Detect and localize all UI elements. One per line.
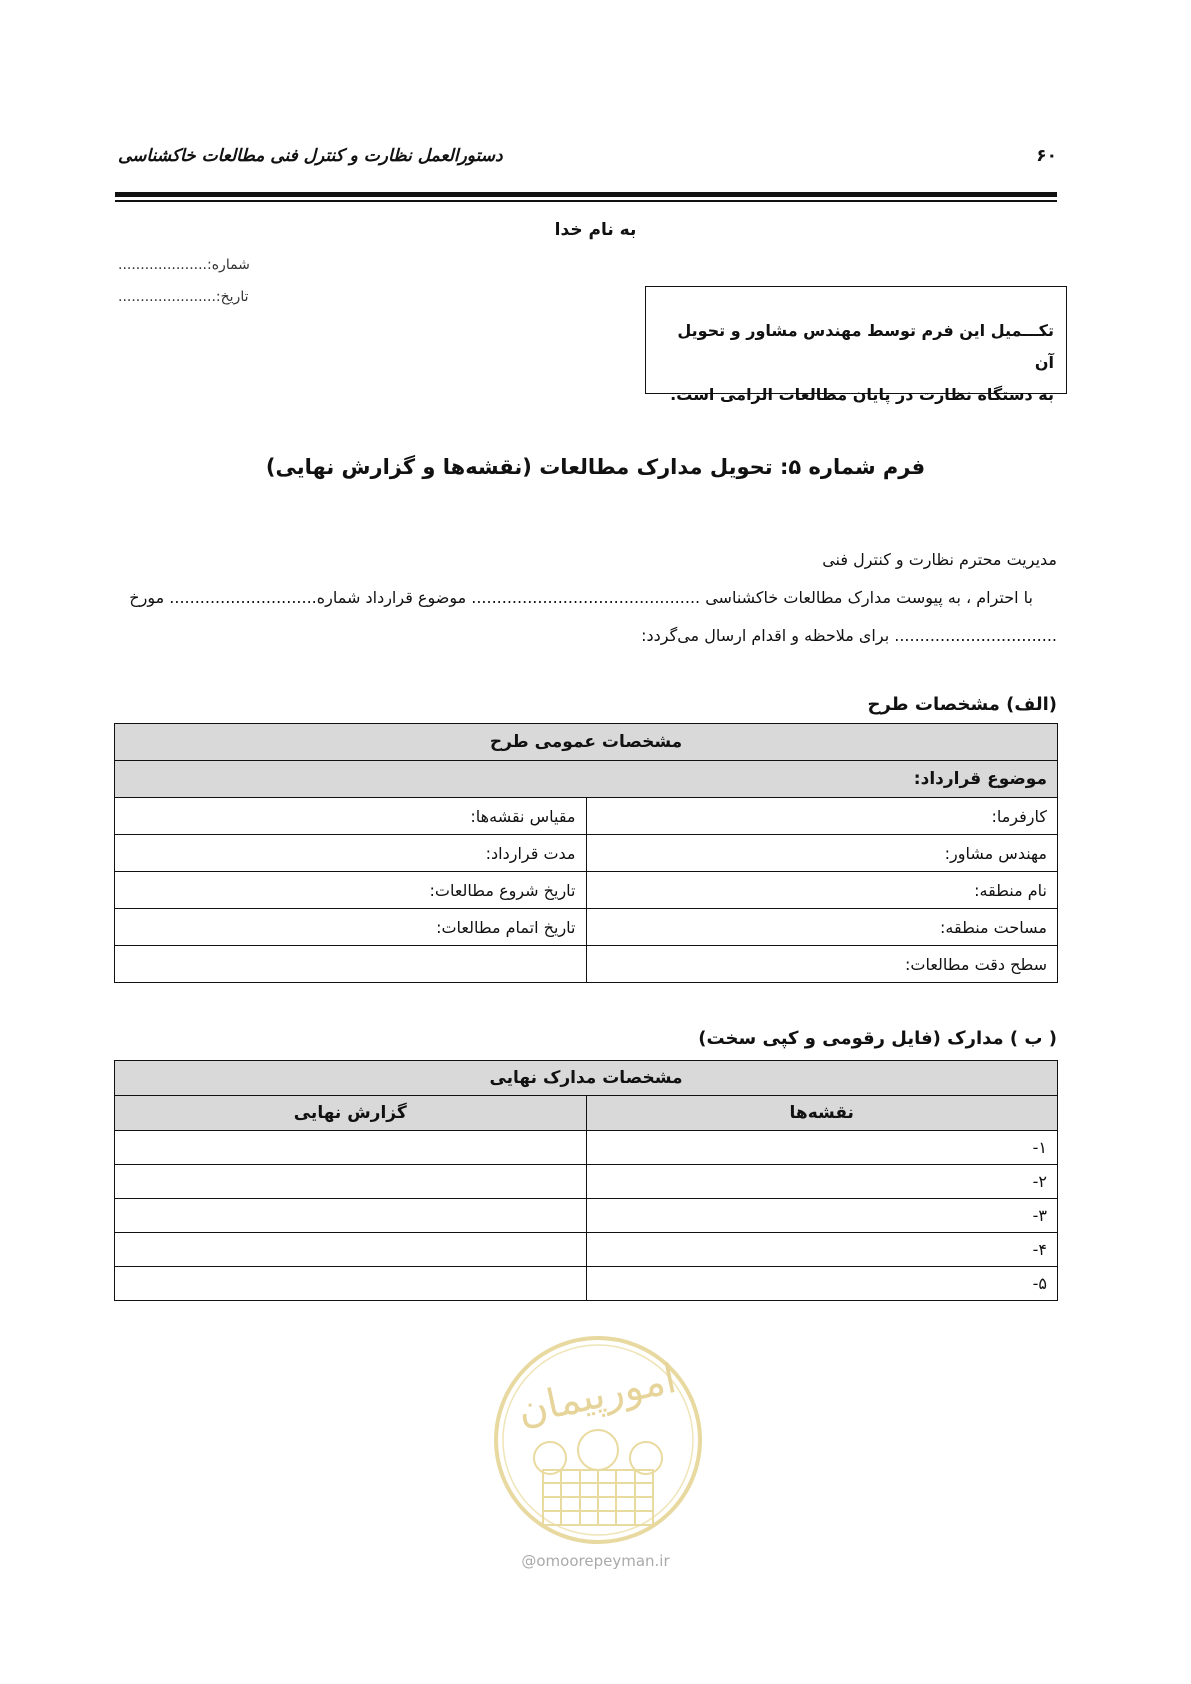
date-field: تاریخ:...................... <box>118 289 249 305</box>
notice-line-1: تکـــمیل این فرم توسط مهندس مشاور و تحویل آن <box>677 321 1054 372</box>
table-cell: نام منطقه: <box>586 872 1058 909</box>
row-number: ۳- <box>586 1199 1058 1233</box>
table-cell: کارفرما: <box>586 798 1058 835</box>
header-rule-thin <box>115 200 1057 202</box>
table-row <box>115 1267 1058 1301</box>
final-documents-table <box>114 1060 1058 1301</box>
table-row <box>115 1131 1058 1165</box>
contract-subject-cell: موضوع قرارداد: <box>115 761 1058 798</box>
table-cell: مساحت منطقه: <box>586 909 1058 946</box>
table-cell <box>115 1131 587 1165</box>
letter-line-2: ................................ برای ملاحظه و اقدام ارسال می‌گردد: <box>641 626 1057 645</box>
project-spec-table <box>114 723 1058 983</box>
table-cell: تاریخ شروع مطالعات: <box>115 872 587 909</box>
row-number: ۴- <box>586 1233 1058 1267</box>
letter-salutation: مدیریت محترم نظارت و کنترل فنی <box>822 550 1057 569</box>
table-cell <box>115 946 587 983</box>
page-number: ۶۰ <box>1036 146 1057 166</box>
table-row <box>115 1199 1058 1233</box>
section-b-title: ( ب ) مدارک (فایل رقومی و کپی سخت) <box>698 1028 1057 1049</box>
table-header: مشخصات مدارک نهایی <box>115 1061 1058 1096</box>
table-cell: مقیاس نقشه‌ها: <box>115 798 587 835</box>
row-number: ۵- <box>586 1267 1058 1301</box>
table-row <box>115 1233 1058 1267</box>
table-row <box>115 1165 1058 1199</box>
table-cell <box>115 1199 587 1233</box>
running-header-title: دستورالعمل نظارت و کنترل فنی مطالعات خاکشناسی <box>118 146 503 166</box>
column-header-report: گزارش نهایی <box>115 1096 587 1131</box>
table-row <box>115 835 1058 872</box>
section-a-title: (الف) مشخصات طرح <box>867 694 1057 715</box>
table-row <box>115 909 1058 946</box>
table-row <box>115 798 1058 835</box>
table-cell: سطح دقت مطالعات: <box>586 946 1058 983</box>
table-cell: مهندس مشاور: <box>586 835 1058 872</box>
letter-line-1: با احترام ، به پیوست مدارک مطالعات خاکشناسی ............................................. موضوع قرارداد شماره............................. مورخ <box>129 588 1033 607</box>
row-number: ۱- <box>586 1131 1058 1165</box>
table-cell <box>115 1165 587 1199</box>
row-number: ۲- <box>586 1165 1058 1199</box>
notice-line-2: به دستگاه نظارت در پایان مطالعات الزامی است. <box>670 385 1054 404</box>
watermark-seal-logo <box>488 1330 708 1550</box>
column-header-maps: نقشه‌ها <box>586 1096 1058 1131</box>
table-cell: مدت قرارداد: <box>115 835 587 872</box>
watermark-website: @omoorepeyman.ir <box>521 1552 670 1570</box>
header-rule-thick <box>115 192 1057 197</box>
form-title: فرم شماره ۵: تحویل مدارک مطالعات (نقشه‌ها و گزارش نهایی) <box>265 455 926 479</box>
number-field: شماره:.................... <box>118 257 250 273</box>
table-cell <box>115 1267 587 1301</box>
table-cell: تاریخ اتمام مطالعات: <box>115 909 587 946</box>
table-row <box>115 946 1058 983</box>
bismillah-heading: به نام خدا <box>554 220 637 240</box>
svg-text:امورپیمان: امورپیمان <box>513 1355 681 1435</box>
notice-box <box>645 286 1067 404</box>
table-header: مشخصات عمومی طرح <box>115 724 1058 761</box>
table-row <box>115 872 1058 909</box>
table-cell <box>115 1233 587 1267</box>
